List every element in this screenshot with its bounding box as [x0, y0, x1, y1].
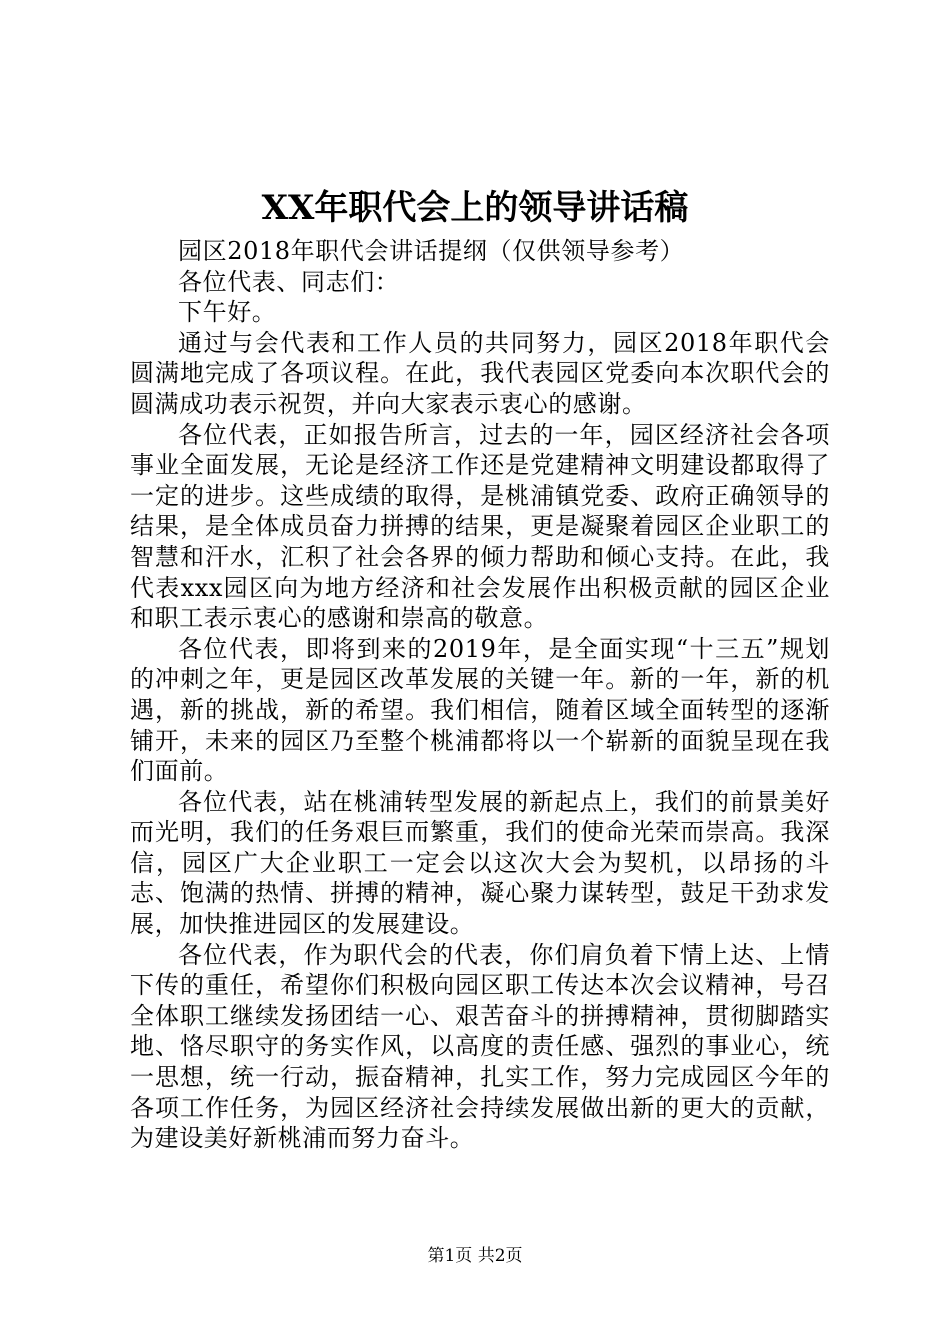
- document-body: [130, 236, 830, 1154]
- paragraph-body: 各位代表，正如报告所言，过去的一年，园区经济社会各项事业全面发展，无论是经济工作还是党建精神文明建设都取得了一定的进步。这些成绩的取得，是桃浦镇党委、政府正确领导的结果，是全体成员奋力拼搏的结果，更是凝聚着园区企业职工的智慧和汗水，汇积了社会各界的倾力帮助和倾心支持。在此，我代表xxx园区向为地方经济和社会发展作出积极贡献的园区企业和职工表示衷心的感谢和崇高的敬意。: [130, 420, 830, 633]
- page-number-footer: 第1页 共2页: [427, 1246, 523, 1266]
- paragraph-body: 各位代表，站在桃浦转型发展的新起点上，我们的前景美好而光明，我们的任务艰巨而繁重，我们的使命光荣而崇高。我深信，园区广大企业职工一定会以这次大会为契机，以昂扬的斗志、饱满的热情、拼搏的精神，凝心聚力谋转型，鼓足干劲求发展，加快推进园区的发展建设。: [130, 787, 830, 939]
- paragraph-body: 各位代表，即将到来的2019年，是全面实现“十三五”规划的冲刺之年，更是园区改革发展的关键一年。新的一年，新的机遇，新的挑战，新的希望。我们相信，随着区域全面转型的逐渐铺开，未来的园区乃至整个桃浦都将以一个崭新的面貌呈现在我们面前。: [130, 634, 830, 786]
- paragraph-salutation: 各位代表、同志们：: [178, 267, 400, 296]
- paragraph-body: 各位代表，作为职代会的代表，你们肩负着下情上达、上情下传的重任，希望你们积极向园区职工传达本次会议精神，号召全体职工继续发扬团结一心、艰苦奋斗的拼搏精神，贯彻脚踏实地、恪尽职守的务实作风，以高度的责任感、强烈的事业心，统一思想，统一行动，振奋精神，扎实工作，努力完成园区今年的各项工作任务，为园区经济社会持续发展做出新的更大的贡献，为建设美好新桃浦而努力奋斗。: [130, 940, 830, 1153]
- paragraph-greeting: 下午好。: [178, 298, 277, 327]
- paragraph-outline-heading: 园区2018年职代会讲话提纲（仅供领导参考）: [178, 237, 685, 265]
- document-title: XX年职代会上的领导讲话稿: [261, 188, 689, 228]
- paragraph-body: 通过与会代表和工作人员的共同努力，园区2018年职代会圆满地完成了各项议程。在此，我代表园区党委向本次职代会的圆满成功表示祝贺，并向大家表示衷心的感谢。: [130, 328, 830, 418]
